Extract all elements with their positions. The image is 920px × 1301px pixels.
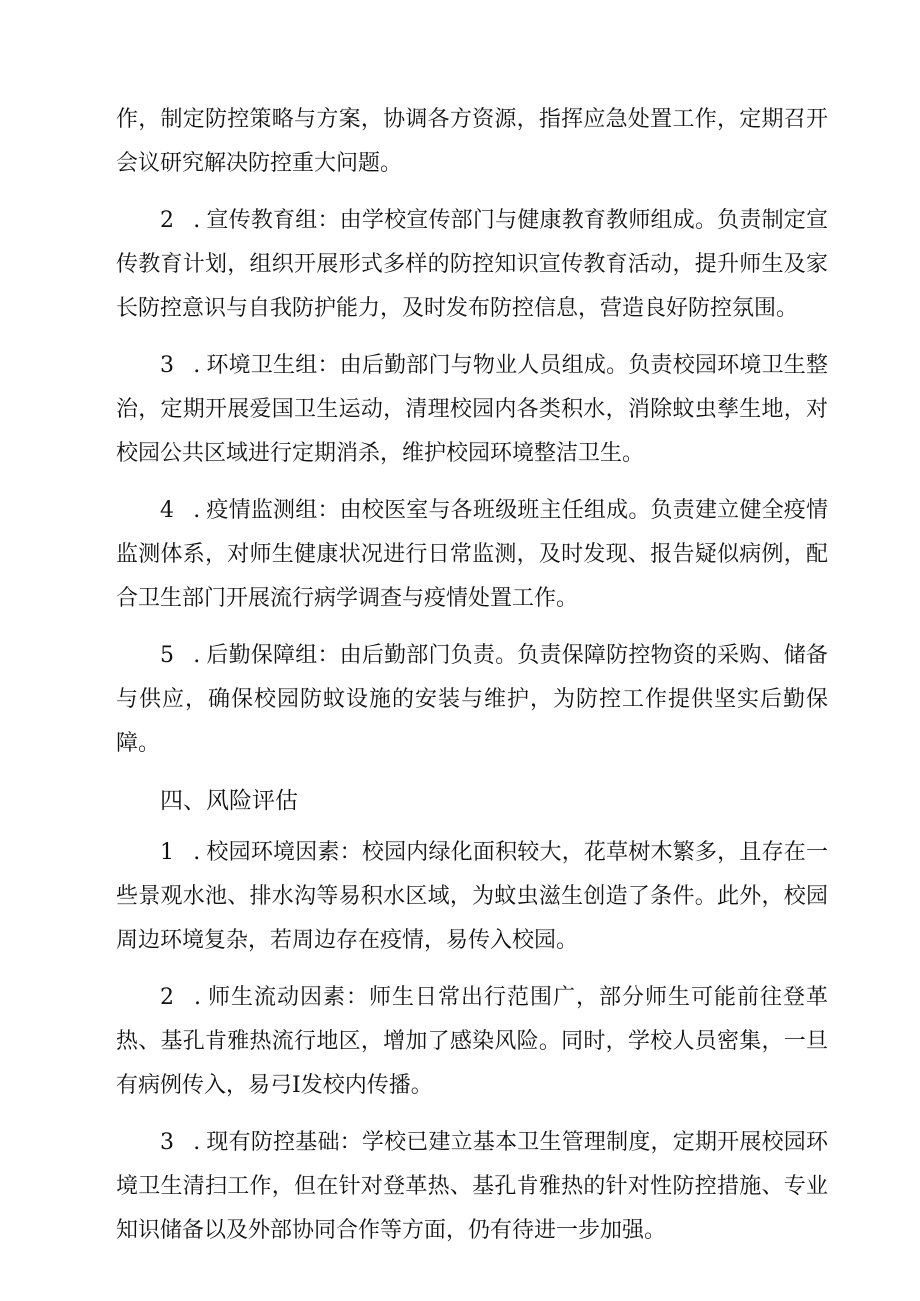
paragraph-number: 2 . — [160, 208, 207, 233]
paragraph-environment-group — [116, 344, 828, 476]
paragraph-text: 现有防控基础：学校已建立基本卫生管理制度，定期开展校园环境卫生清扫工作，但在针对登革热、基孔肯雅热的针对性防控措施、专业知识储备以及外部协同合作等方面，仍有待进一步加强。 — [116, 1130, 828, 1243]
paragraph-continuation — [116, 98, 828, 186]
paragraph-number: 4 . — [160, 498, 207, 523]
paragraph-text: 师生流动因素：师生日常出行范围广，部分师生可能前往登革热、基孔肯雅热流行地区，增加了感染风险。同时，学校人员密集，一旦有病例传入，易弓I发校内传播。 — [116, 985, 828, 1098]
section-heading: 四、风险评估 — [160, 788, 298, 814]
paragraph-text: 环境卫生组：由后勤部门与物业人员组成。负责校园环境卫生整治，定期开展爱国卫生运动，清理校园内各类积水，消除蚊虫孳生地，对校园公共区域进行定期消杀，维护校园环境整洁卫生。 — [116, 353, 828, 466]
paragraph-risk-mobility — [116, 976, 828, 1108]
paragraph-text: 作，制定防控策略与方案，协调各方资源，指挥应急处置工作，定期召开会议研究解决防控重大问题。 — [116, 107, 828, 176]
paragraph-number: 3 . — [160, 353, 207, 378]
paragraph-logistics-group — [116, 634, 828, 766]
paragraph-text: 疫情监测组：由校医室与各班级班主任组成。负责建立健全疫情监测体系，对师生健康状况进行日常监测，及时发现、报告疑似病例，配合卫生部门开展流行病学调查与疫情处置工作。 — [116, 498, 828, 611]
paragraph-text: 宣传教育组：由学校宣传部门与健康教育教师组成。负责制定宣传教育计划，组织开展形式多样的防控知识宣传教育活动，提升师生及家长防控意识与自我防护能力，及时发布防控信息，营造良好防控氛围。 — [116, 208, 828, 321]
paragraph-number: 5 . — [160, 643, 207, 668]
paragraph-number: 1 . — [160, 840, 207, 865]
paragraph-text: 校园环境因素：校园内绿化面积较大，花草树木繁多，且存在一些景观水池、排水沟等易积水区域，为蚊虫滋生创造了条件。此外，校园周边环境复杂，若周边存在疫情，易传入校园。 — [116, 840, 828, 953]
paragraph-number: 3 . — [160, 1130, 207, 1155]
document-body — [116, 98, 828, 1266]
paragraph-monitoring-group — [116, 489, 828, 621]
paragraph-text: 后勤保障组：由后勤部门负责。负责保障防控物资的采购、储备与供应，确保校园防蚊设施的安装与维护，为防控工作提供坚实后勤保障。 — [116, 643, 828, 756]
paragraph-publicity-group — [116, 199, 828, 331]
paragraph-risk-foundation — [116, 1121, 828, 1253]
paragraph-risk-environment — [116, 831, 828, 963]
paragraph-number: 2 . — [160, 985, 207, 1010]
